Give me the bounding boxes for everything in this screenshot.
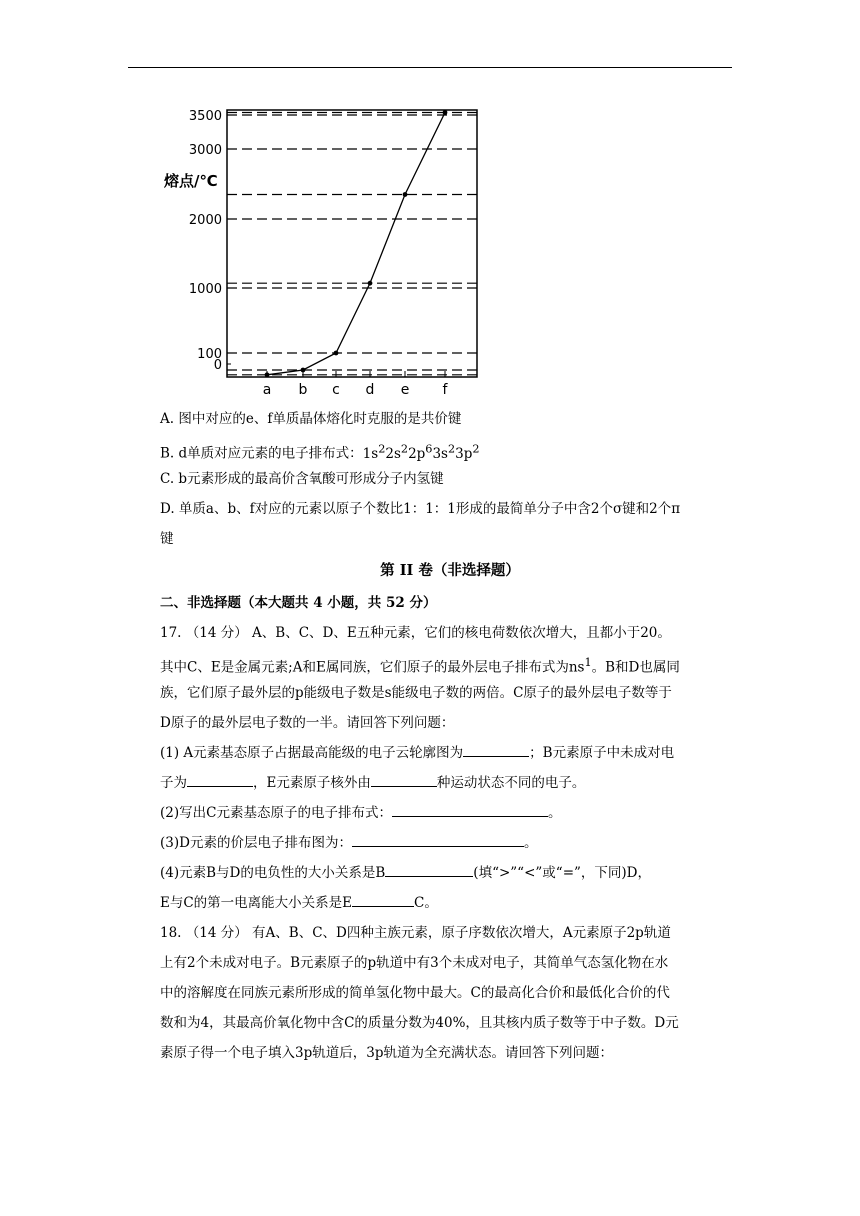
x-tick-label: a [262,382,272,398]
option-d-line2: 键 [160,531,174,547]
data-point [301,368,306,373]
q17-line2: 其中C、E是金属元素;A和E属同族，它们原子的最外层电子排布式为$ns^1$。B和D也属同 [160,656,680,676]
y-tick-label: 3500 [188,109,222,124]
option-c: C. b元素形成的最高价含氧酸可形成分子内氢键 [160,471,444,487]
section-heading: 二、非选择题（本大题共 4 小题，共 52 分） [160,595,437,611]
x-tick-label: c [332,382,340,398]
q17-part1-line1: (1) A元素基态原子占据最高能级的电子云轮廓图为 ；B元素原子中未成对电 [160,738,740,768]
answer-blank[interactable] [385,862,473,877]
y-tick-label: 100 [197,347,222,362]
q17-line3: 族，它们原子最外层的p能级电子数是s能级电子数的两倍。C原子的最外层电子数等于 [160,685,672,701]
plot-frame [227,110,477,377]
x-tick-label: f [442,382,448,398]
option-a: A. 图中对应的e、f单质晶体熔化时克服的是共价键 [160,411,462,427]
y-tick-label: 2000 [188,213,222,228]
header-rule [128,67,732,68]
option-b [160,434,740,464]
q18-line3: 中的溶解度在同族元素所形成的简单氢化物中最大。C的最高化合价和最低化合价的代 [160,985,670,1001]
chart-grid [227,113,477,375]
q17-part2: (2)写出C元素基态原子的电子排布式： 。 [160,798,740,828]
q17-part4-line1: (4)元素B与D的电负性的大小关系是B (填“>”“<”或“=”，下同)D， [160,858,740,888]
y-tick-label: 3000 [188,143,222,158]
q18-line4: 数和为4，其最高价氧化物中含C的质量分数为40%，且其核内质子数等于中子数。D元 [160,1015,679,1031]
q18-line1: 18. （14 分） 有A、B、C、D四种主族元素，原子序数依次增大，A元素原子2p轨道 [160,925,671,941]
q17-line1: 17. （14 分） A、B、C、D、E五种元素，它们的核电荷数依次增大，且都小于20。 [160,625,671,641]
x-tick-label: e [400,382,410,398]
answer-blank[interactable] [187,772,253,787]
answer-blank[interactable] [352,892,414,907]
y-tick-labels [189,109,231,373]
y-tick-label: 1000 [188,282,222,297]
q17-part1-line2: 子为 ，E元素原子核外由 种运动状态不同的电子。 [160,768,740,798]
y-axis-label: 熔点/℃ [164,172,218,190]
data-point [403,192,408,197]
q17-line4: D原子的最外层电子数的一半。请回答下列问题： [160,715,455,731]
q18-line5: 素原子得一个电子填入3p轨道后，3p轨道为全充满状态。请回答下列问题： [160,1045,613,1061]
document-body [160,404,740,1068]
answer-blank[interactable] [352,832,524,847]
y-tick-label: 0 [213,358,222,373]
data-point [443,110,448,115]
option-b-text: B. d单质对应元素的电子排布式： [160,445,363,462]
data-point [368,281,373,286]
melting-point-chart [150,100,490,400]
q17-part4-line2: E与C的第一电离能大小关系是E C。 [160,888,740,918]
series-points [265,110,448,377]
answer-blank[interactable] [392,802,548,817]
x-tick-label: d [365,382,375,398]
q18-line2: 上有2个未成对电子。B元素原子的p轨道中有3个未成对电子，其简单气态氢化物在水 [160,955,669,971]
electron-config: $1s^22s^22p^63s^23p^2$ [362,442,480,462]
data-point [265,372,270,377]
option-d-line1: D. 单质a、b、f对应的元素以原子个数比1：1：1形成的最简单分子中含2个σ键和2个π [160,501,681,517]
answer-blank[interactable] [371,772,437,787]
part2-title: 第 II 卷（非选择题） [380,562,520,579]
data-point [334,351,339,356]
series-line [267,113,445,375]
answer-blank[interactable] [463,742,529,757]
q17-part3: (3)D元素的价层电子排布图为： 。 [160,828,740,858]
x-tick-label: b [298,382,308,398]
